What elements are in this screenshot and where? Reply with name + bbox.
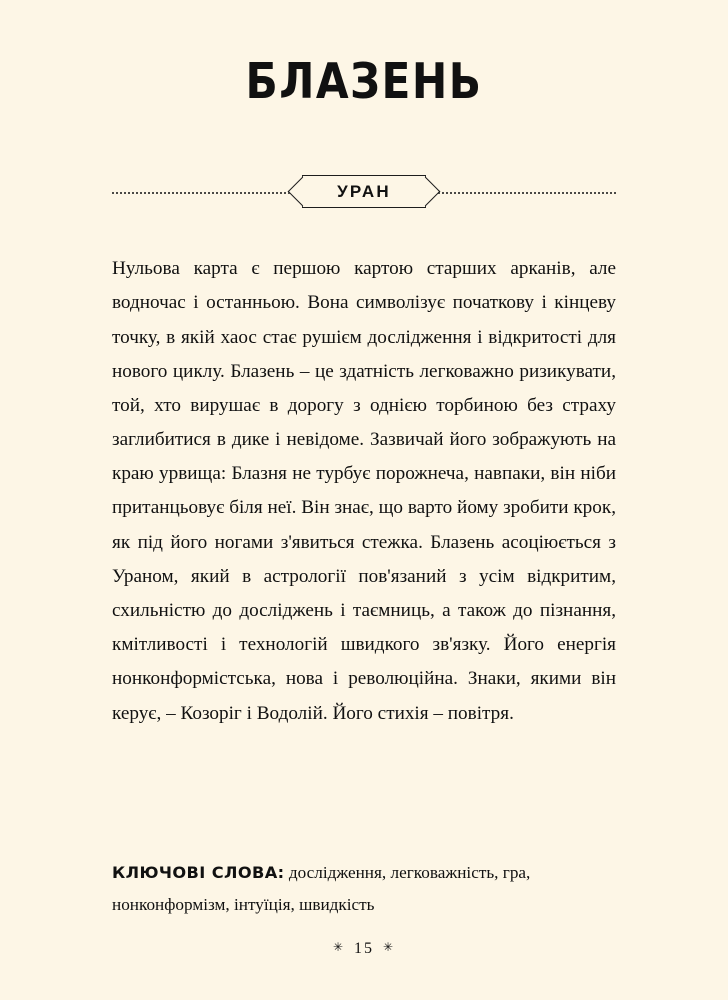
body-paragraph: Нульова карта є першою картою старших арканів, але водночас і останньою. Вона символізує початкову і кінцеву точку, в якій хаос стає рушієм дослідження і відкритості для нового циклу. Блазень – це здатність легковажно ризикувати, той, хто вирушає в дорогу з однією торбиною без страху заглибитися в дике і невідоме. Зазвичай його зображують на краю урвища: Блазня не турбує порожнеча, навпаки, він ніби пританцьовує біля неї. Він знає, що варто йому зробити крок, як під його ногами з'явиться стежка. Блазень асоціюється з Ураном, який в астрології пов'язаний з усім відкритим, схильністю до досліджень і таємниць, а також до пізнання, кмітливості і технологій швидкого зв'язку. Його енергія нонконформістська, нова і революційна. Знаки, якими він керує, – Козоріг і Водолій. Його стихія – повітря. <box>112 258 616 724</box>
page-number: 15 <box>354 940 374 957</box>
dotted-rule-right <box>438 191 616 194</box>
planet-badge <box>302 175 426 208</box>
page-folio <box>112 940 616 958</box>
keywords-block <box>112 857 616 922</box>
dotted-rule-left <box>112 191 290 194</box>
star-icon-left: ✳ <box>332 940 345 954</box>
planet-badge-label: УРАН <box>337 181 391 201</box>
planet-divider <box>112 174 616 208</box>
keywords-label: КЛЮЧОВІ СЛОВА: <box>112 862 285 882</box>
keywords-value: дослідження, легковажність, гра, нонконформізм, інтуїція, швидкість <box>112 862 531 915</box>
page-title: БЛАЗЕНЬ <box>245 53 483 110</box>
page-spacer <box>112 750 616 840</box>
star-icon-right: ✳ <box>383 940 396 954</box>
